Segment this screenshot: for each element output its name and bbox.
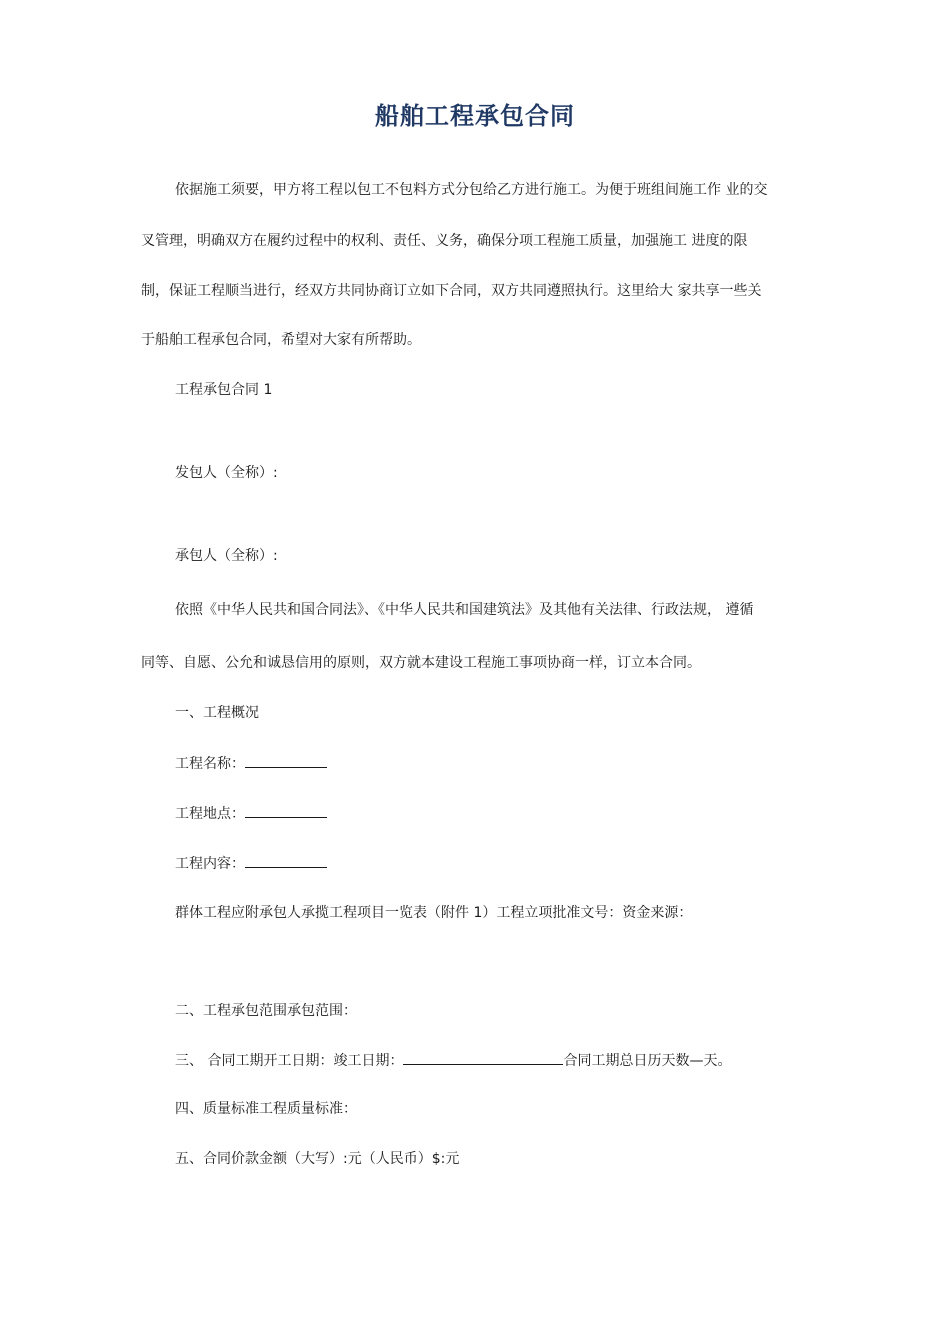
intro-line-3: 制，保证工程顺当进行，经双方共同协商订立如下合同，双方共同遵照执行。这里给大 家共享一些关: [141, 283, 762, 299]
section-3-prefix: 三、 合同工期开工日期：竣工日期：: [175, 1053, 404, 1069]
section-5-heading: 五、合同价款金额（大写）:元（人民币）$:元: [175, 1151, 460, 1167]
section-4-heading: 四、质量标准工程质量标准：: [175, 1101, 357, 1117]
document-title: 船舶工程承包合同: [375, 102, 575, 130]
project-location-blank: [245, 803, 327, 818]
project-location-row: [175, 803, 327, 824]
project-name-blank: [245, 753, 327, 768]
project-name-label: 工程名称：: [175, 756, 245, 772]
section-2-heading: 二、工程承包范围承包范围：: [175, 1003, 357, 1019]
intro-line-2: 叉管理，明确双方在履约过程中的权利、责任、义务，确保分项工程施工质量，加强施工 进度的限: [141, 233, 748, 249]
group-project-line: 群体工程应附承包人承揽工程项目一览表（附件 1）工程立项批准文号：资金来源：: [175, 905, 693, 921]
basis-line-1: 依照《中华人民共和国合同法》、《中华人民共和国建筑法》及其他有关法律、行政法规， 遵循: [175, 602, 754, 618]
project-name-row: [175, 753, 327, 774]
completion-date-blank: [403, 1050, 563, 1065]
contract-heading: 工程承包合同 1: [175, 382, 273, 398]
basis-line-2: 同等、自愿、公允和诚恳信用的原则，双方就本建设工程施工事项协商一样，订立本合同。: [141, 655, 701, 671]
project-content-label: 工程内容：: [175, 856, 245, 872]
project-location-label: 工程地点：: [175, 806, 245, 822]
contractor-label: 承包人（全称）:: [175, 548, 278, 564]
section-1-heading: 一、工程概况: [175, 705, 259, 721]
section-3-suffix: 合同工期总日历天数—天。: [563, 1053, 732, 1069]
intro-line-1: 依据施工须要，甲方将工程以包工不包料方式分包给乙方进行施工。为便于班组间施工作 业的交: [175, 182, 768, 198]
employer-label: 发包人（全称）:: [175, 465, 278, 481]
intro-line-4: 于船舶工程承包合同，希望对大家有所帮助。: [141, 332, 421, 348]
project-content-row: [175, 853, 327, 874]
project-content-blank: [245, 853, 327, 868]
section-3-row: [175, 1050, 731, 1071]
